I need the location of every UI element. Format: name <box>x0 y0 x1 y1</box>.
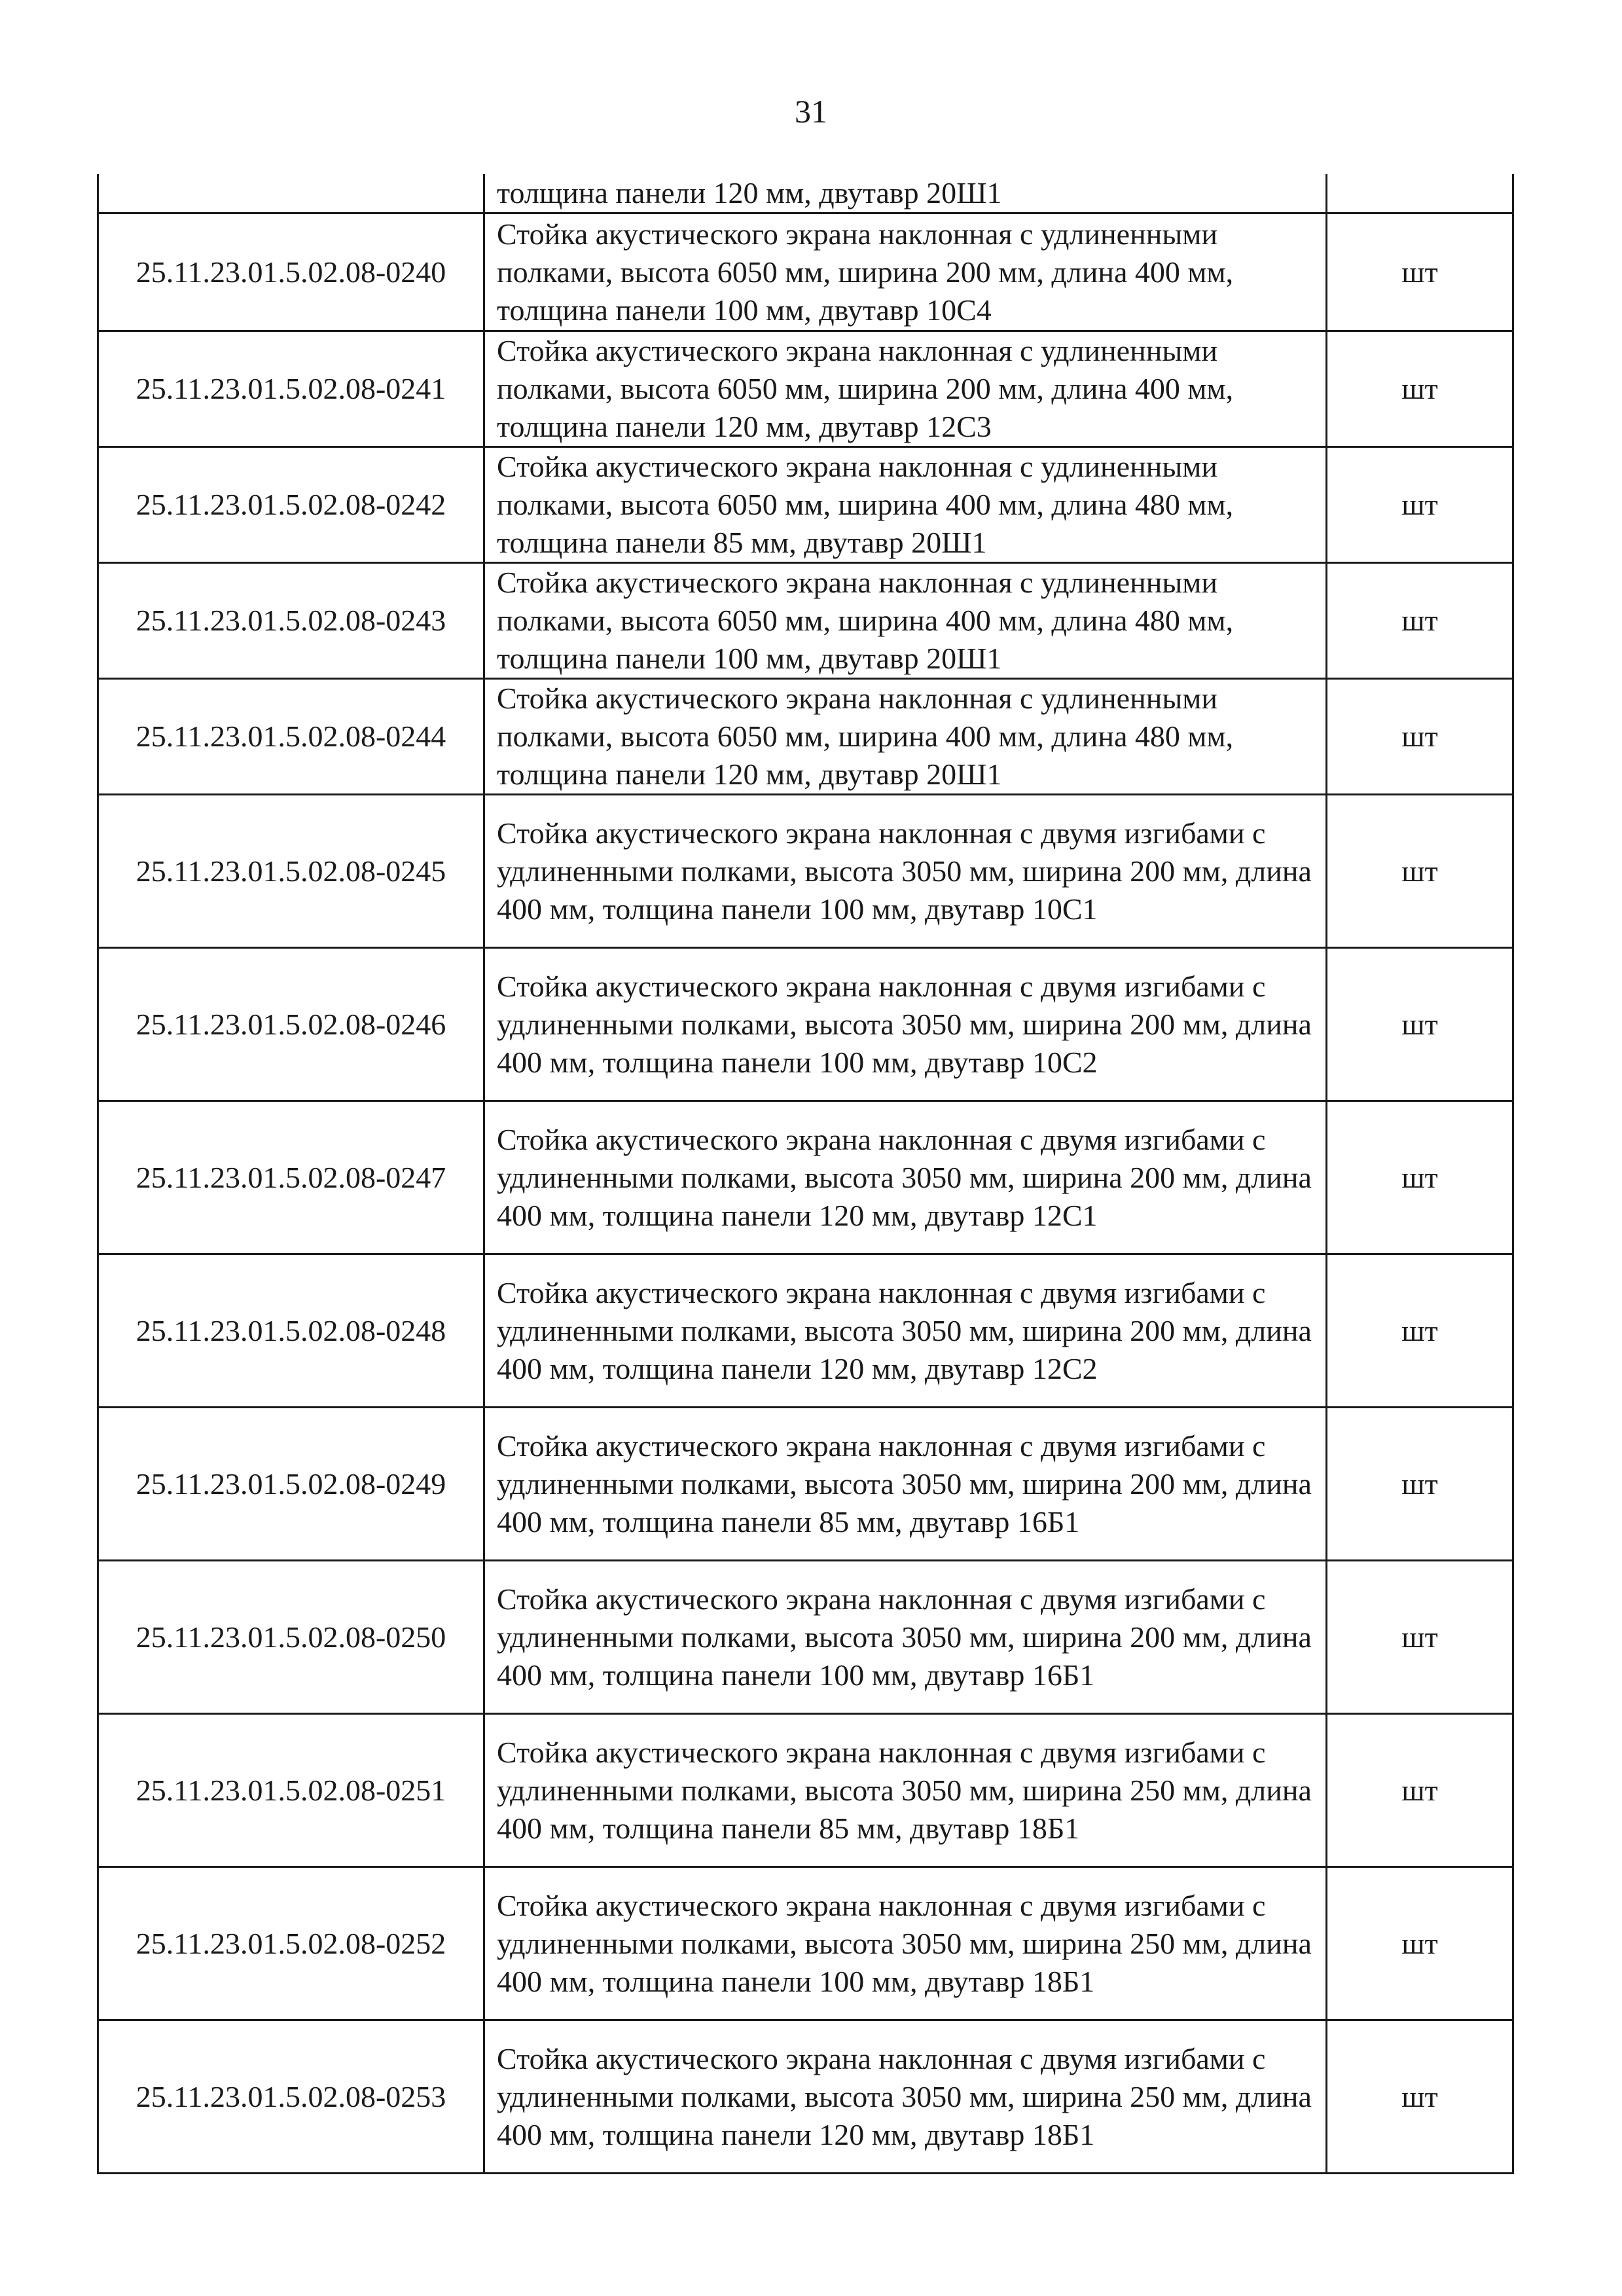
resource-table <box>97 174 1514 2174</box>
unit-of-measure: шт <box>1327 1101 1513 1254</box>
table-row <box>98 1714 1513 1867</box>
resource-description: Стойка акустического экрана наклонная с двумя изгибами с удлиненными полками, высота 3050 мм, ширина 250 мм, длина 400 мм, толщина панели 85 мм, двутавр 18Б1 <box>484 1714 1327 1867</box>
resource-description: Стойка акустического экрана наклонная с двумя изгибами с удлиненными полками, высота 3050 мм, ширина 250 мм, длина 400 мм, толщина панели 100 мм, двутавр 18Б1 <box>484 1867 1327 2020</box>
page-number: 31 <box>795 93 827 130</box>
table-row <box>98 1101 1513 1254</box>
table-row <box>98 1408 1513 1561</box>
resource-description: Стойка акустического экрана наклонная с двумя изгибами с удлиненными полками, высота 3050 мм, ширина 250 мм, длина 400 мм, толщина панели 120 мм, двутавр 18Б1 <box>484 2020 1327 2174</box>
resource-code: 25.11.23.01.5.02.08-0241 <box>98 331 484 447</box>
resource-description: Стойка акустического экрана наклонная с удлиненными полками, высота 6050 мм, ширина 400 мм, длина 480 мм, толщина панели 120 мм, двутавр 20Ш1 <box>484 679 1327 795</box>
resource-description: Стойка акустического экрана наклонная с удлиненными полками, высота 6050 мм, ширина 200 мм, длина 400 мм, толщина панели 100 мм, двутавр 10С4 <box>484 213 1327 331</box>
unit-of-measure: шт <box>1327 2020 1513 2174</box>
resource-description: Стойка акустического экрана наклонная с удлиненными полками, высота 6050 мм, ширина 400 мм, длина 480 мм, толщина панели 100 мм, двутавр 20Ш1 <box>484 563 1327 679</box>
resource-description: Стойка акустического экрана наклонная с удлиненными полками, высота 6050 мм, ширина 200 мм, длина 400 мм, толщина панели 120 мм, двутавр 12С3 <box>484 331 1327 447</box>
unit-of-measure: шт <box>1327 795 1513 948</box>
resource-code: 25.11.23.01.5.02.08-0250 <box>98 1561 484 1714</box>
table-row <box>98 174 1513 213</box>
unit-of-measure: шт <box>1327 679 1513 795</box>
resource-description: Стойка акустического экрана наклонная с двумя изгибами с удлиненными полками, высота 3050 мм, ширина 200 мм, длина 400 мм, толщина панели 85 мм, двутавр 16Б1 <box>484 1408 1327 1561</box>
resource-code: 25.11.23.01.5.02.08-0247 <box>98 1101 484 1254</box>
resource-description: Стойка акустического экрана наклонная с двумя изгибами с удлиненными полками, высота 3050 мм, ширина 200 мм, длина 400 мм, толщина панели 120 мм, двутавр 12С1 <box>484 1101 1327 1254</box>
resource-code: 25.11.23.01.5.02.08-0245 <box>98 795 484 948</box>
resource-description: Стойка акустического экрана наклонная с удлиненными полками, высота 6050 мм, ширина 400 мм, длина 480 мм, толщина панели 85 мм, двутавр 20Ш1 <box>484 447 1327 563</box>
resource-description: Стойка акустического экрана наклонная с двумя изгибами с удлиненными полками, высота 3050 мм, ширина 200 мм, длина 400 мм, толщина панели 100 мм, двутавр 10С1 <box>484 795 1327 948</box>
table-row <box>98 213 1513 331</box>
resource-code <box>98 174 484 213</box>
resource-code: 25.11.23.01.5.02.08-0253 <box>98 2020 484 2174</box>
resource-code: 25.11.23.01.5.02.08-0243 <box>98 563 484 679</box>
table-row <box>98 679 1513 795</box>
resource-code: 25.11.23.01.5.02.08-0244 <box>98 679 484 795</box>
unit-of-measure: шт <box>1327 447 1513 563</box>
resource-code: 25.11.23.01.5.02.08-0249 <box>98 1408 484 1561</box>
table-row <box>98 2020 1513 2174</box>
resource-code: 25.11.23.01.5.02.08-0242 <box>98 447 484 563</box>
unit-of-measure: шт <box>1327 1408 1513 1561</box>
unit-of-measure: шт <box>1327 1254 1513 1408</box>
table-row <box>98 1254 1513 1408</box>
table-row <box>98 447 1513 563</box>
unit-of-measure: шт <box>1327 563 1513 679</box>
resource-description: толщина панели 120 мм, двутавр 20Ш1 <box>484 174 1327 213</box>
unit-of-measure: шт <box>1327 331 1513 447</box>
unit-of-measure: шт <box>1327 948 1513 1101</box>
unit-of-measure <box>1327 174 1513 213</box>
resource-code: 25.11.23.01.5.02.08-0240 <box>98 213 484 331</box>
unit-of-measure: шт <box>1327 1561 1513 1714</box>
resource-code: 25.11.23.01.5.02.08-0251 <box>98 1714 484 1867</box>
unit-of-measure: шт <box>1327 1714 1513 1867</box>
resource-code: 25.11.23.01.5.02.08-0252 <box>98 1867 484 2020</box>
table-row <box>98 563 1513 679</box>
table-row <box>98 1561 1513 1714</box>
resource-description: Стойка акустического экрана наклонная с двумя изгибами с удлиненными полками, высота 3050 мм, ширина 200 мм, длина 400 мм, толщина панели 100 мм, двутавр 16Б1 <box>484 1561 1327 1714</box>
table-row <box>98 1867 1513 2020</box>
table-row <box>98 948 1513 1101</box>
resource-description: Стойка акустического экрана наклонная с двумя изгибами с удлиненными полками, высота 3050 мм, ширина 200 мм, длина 400 мм, толщина панели 100 мм, двутавр 10С2 <box>484 948 1327 1101</box>
table-row <box>98 795 1513 948</box>
table-row <box>98 331 1513 447</box>
resource-code: 25.11.23.01.5.02.08-0246 <box>98 948 484 1101</box>
resource-code: 25.11.23.01.5.02.08-0248 <box>98 1254 484 1408</box>
unit-of-measure: шт <box>1327 213 1513 331</box>
resource-description: Стойка акустического экрана наклонная с двумя изгибами с удлиненными полками, высота 3050 мм, ширина 200 мм, длина 400 мм, толщина панели 120 мм, двутавр 12С2 <box>484 1254 1327 1408</box>
unit-of-measure: шт <box>1327 1867 1513 2020</box>
